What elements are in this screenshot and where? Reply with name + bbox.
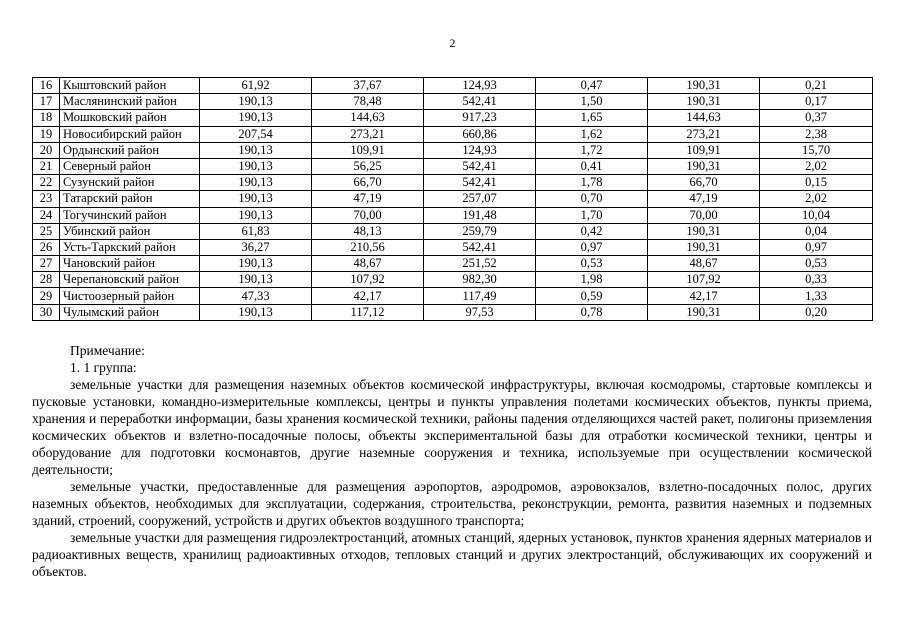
value-cell: 190,13 — [200, 272, 312, 288]
value-cell: 190,31 — [648, 78, 760, 94]
value-cell: 190,13 — [200, 191, 312, 207]
value-cell: 1,70 — [536, 207, 648, 223]
district-name-cell: Тогучинский район — [60, 207, 200, 223]
value-cell: 107,92 — [312, 272, 424, 288]
value-cell: 190,31 — [648, 304, 760, 320]
value-cell: 0,42 — [536, 223, 648, 239]
value-cell: 47,19 — [648, 191, 760, 207]
note-paragraph: земельные участки для размещения гидроэлектростанций, атомных станций, ядерных установок, пунктов хранения ядерных материалов и радиоактивных веществ, хранилищ радиоактивных отходов, тепловых станций и других электростанций, обслуживающих их сооружений и объектов. — [32, 530, 872, 579]
value-cell: 70,00 — [312, 207, 424, 223]
row-number-cell: 16 — [33, 78, 60, 94]
value-cell: 0,17 — [760, 94, 873, 110]
row-number-cell: 26 — [33, 239, 60, 255]
value-cell: 144,63 — [312, 110, 424, 126]
value-cell: 0,15 — [760, 175, 873, 191]
value-cell: 109,91 — [312, 142, 424, 158]
table-row — [33, 288, 873, 304]
value-cell: 0,53 — [536, 256, 648, 272]
group-label: 1. 1 группа: — [70, 360, 137, 375]
row-number-cell: 28 — [33, 272, 60, 288]
notes-heading: Примечание: — [70, 343, 145, 358]
district-name-cell: Северный район — [60, 158, 200, 174]
value-cell: 190,13 — [200, 110, 312, 126]
table-row — [33, 126, 873, 142]
row-number-cell: 23 — [33, 191, 60, 207]
value-cell: 542,41 — [424, 158, 536, 174]
value-cell: 2,02 — [760, 158, 873, 174]
note-paragraph: земельные участки, предоставленные для размещения аэропортов, аэродромов, аэровокзалов, взлетно-посадочных полос, других наземных объектов, необходимых для эксплуатации, содержания, строительства, реконструкции, ремонта, развития наземных и подземных зданий, строений, сооружений, устройств и других объектов воздушного транспорта; — [32, 479, 872, 528]
value-cell: 42,17 — [648, 288, 760, 304]
value-cell: 1,62 — [536, 126, 648, 142]
value-cell: 0,33 — [760, 272, 873, 288]
value-cell: 109,91 — [648, 142, 760, 158]
row-number-cell: 20 — [33, 142, 60, 158]
row-number-cell: 27 — [33, 256, 60, 272]
value-cell: 542,41 — [424, 94, 536, 110]
table-body — [33, 78, 873, 321]
value-cell: 251,52 — [424, 256, 536, 272]
value-cell: 1,33 — [760, 288, 873, 304]
value-cell: 190,31 — [648, 223, 760, 239]
value-cell: 56,25 — [312, 158, 424, 174]
table-row — [33, 272, 873, 288]
value-cell: 117,49 — [424, 288, 536, 304]
value-cell: 190,13 — [200, 304, 312, 320]
value-cell: 0,20 — [760, 304, 873, 320]
row-number-cell: 19 — [33, 126, 60, 142]
note-paragraph: земельные участки для размещения наземных объектов космической инфраструктуры, включая космодромы, стартовые комплексы и пусковые установки, командно-измерительные комплексы, центры и пункты управления полетами космических объектов, пункты приема, хранения и переработки информации, базы хранения космической техники, районы падения отделяющихся частей ракет, полигоны приземления космических объектов и взлетно-посадочные полосы, объекты экспериментальной базы для отработки космической техники, центры и оборудование для подготовки космонавтов, другие наземные сооружения и техника, используемые при осуществлении космической деятельности; — [32, 377, 872, 477]
table-row — [33, 207, 873, 223]
value-cell: 0,97 — [760, 239, 873, 255]
value-cell: 0,04 — [760, 223, 873, 239]
value-cell: 42,17 — [312, 288, 424, 304]
value-cell: 0,78 — [536, 304, 648, 320]
table-row — [33, 94, 873, 110]
table-row — [33, 239, 873, 255]
table-row — [33, 191, 873, 207]
value-cell: 2,38 — [760, 126, 873, 142]
value-cell: 0,70 — [536, 191, 648, 207]
table-row — [33, 158, 873, 174]
district-name-cell: Новосибирский район — [60, 126, 200, 142]
row-number-cell: 21 — [33, 158, 60, 174]
table-row — [33, 223, 873, 239]
value-cell: 190,31 — [648, 158, 760, 174]
district-name-cell: Кыштовский район — [60, 78, 200, 94]
row-number-cell: 29 — [33, 288, 60, 304]
value-cell: 191,48 — [424, 207, 536, 223]
page-number: 2 — [449, 36, 456, 50]
value-cell: 78,48 — [312, 94, 424, 110]
value-cell: 1,50 — [536, 94, 648, 110]
value-cell: 190,13 — [200, 207, 312, 223]
district-rates-table — [32, 77, 873, 321]
value-cell: 66,70 — [648, 175, 760, 191]
value-cell: 257,07 — [424, 191, 536, 207]
value-cell: 210,56 — [312, 239, 424, 255]
value-cell: 542,41 — [424, 239, 536, 255]
value-cell: 124,93 — [424, 78, 536, 94]
value-cell: 61,92 — [200, 78, 312, 94]
table-row — [33, 110, 873, 126]
value-cell: 10,04 — [760, 207, 873, 223]
value-cell: 36,27 — [200, 239, 312, 255]
district-name-cell: Мошковский район — [60, 110, 200, 126]
row-number-cell: 22 — [33, 175, 60, 191]
value-cell: 61,83 — [200, 223, 312, 239]
value-cell: 0,37 — [760, 110, 873, 126]
table-row — [33, 78, 873, 94]
value-cell: 0,59 — [536, 288, 648, 304]
value-cell: 190,13 — [200, 94, 312, 110]
value-cell: 2,02 — [760, 191, 873, 207]
value-cell: 190,31 — [648, 94, 760, 110]
value-cell: 47,33 — [200, 288, 312, 304]
row-number-cell: 25 — [33, 223, 60, 239]
value-cell: 1,98 — [536, 272, 648, 288]
value-cell: 48,67 — [648, 256, 760, 272]
table-row — [33, 256, 873, 272]
value-cell: 0,97 — [536, 239, 648, 255]
value-cell: 70,00 — [648, 207, 760, 223]
district-name-cell: Маслянинский район — [60, 94, 200, 110]
district-name-cell: Чулымский район — [60, 304, 200, 320]
district-name-cell: Убинский район — [60, 223, 200, 239]
value-cell: 273,21 — [312, 126, 424, 142]
row-number-cell: 30 — [33, 304, 60, 320]
district-name-cell: Сузунский район — [60, 175, 200, 191]
district-name-cell: Татарский район — [60, 191, 200, 207]
value-cell: 117,12 — [312, 304, 424, 320]
value-cell: 48,67 — [312, 256, 424, 272]
district-name-cell: Чистоозерный район — [60, 288, 200, 304]
value-cell: 1,72 — [536, 142, 648, 158]
value-cell: 982,30 — [424, 272, 536, 288]
value-cell: 97,53 — [424, 304, 536, 320]
value-cell: 273,21 — [648, 126, 760, 142]
value-cell: 190,13 — [200, 175, 312, 191]
value-cell: 0,47 — [536, 78, 648, 94]
value-cell: 1,65 — [536, 110, 648, 126]
value-cell: 124,93 — [424, 142, 536, 158]
value-cell: 190,13 — [200, 158, 312, 174]
value-cell: 0,21 — [760, 78, 873, 94]
district-name-cell: Чановский район — [60, 256, 200, 272]
district-name-cell: Усть-Таркский район — [60, 239, 200, 255]
value-cell: 15,70 — [760, 142, 873, 158]
row-number-cell: 18 — [33, 110, 60, 126]
value-cell: 66,70 — [312, 175, 424, 191]
table-row — [33, 175, 873, 191]
value-cell: 207,54 — [200, 126, 312, 142]
value-cell: 37,67 — [312, 78, 424, 94]
value-cell: 190,31 — [648, 239, 760, 255]
value-cell: 190,13 — [200, 256, 312, 272]
value-cell: 107,92 — [648, 272, 760, 288]
value-cell: 1,78 — [536, 175, 648, 191]
table-row — [33, 142, 873, 158]
value-cell: 0,53 — [760, 256, 873, 272]
value-cell: 660,86 — [424, 126, 536, 142]
value-cell: 144,63 — [648, 110, 760, 126]
value-cell: 0,41 — [536, 158, 648, 174]
value-cell: 47,19 — [312, 191, 424, 207]
table-row — [33, 304, 873, 320]
value-cell: 917,23 — [424, 110, 536, 126]
notes-section — [32, 342, 872, 580]
row-number-cell: 17 — [33, 94, 60, 110]
value-cell: 48,13 — [312, 223, 424, 239]
row-number-cell: 24 — [33, 207, 60, 223]
value-cell: 542,41 — [424, 175, 536, 191]
value-cell: 259,79 — [424, 223, 536, 239]
district-name-cell: Ордынский район — [60, 142, 200, 158]
district-name-cell: Черепановский район — [60, 272, 200, 288]
value-cell: 190,13 — [200, 142, 312, 158]
